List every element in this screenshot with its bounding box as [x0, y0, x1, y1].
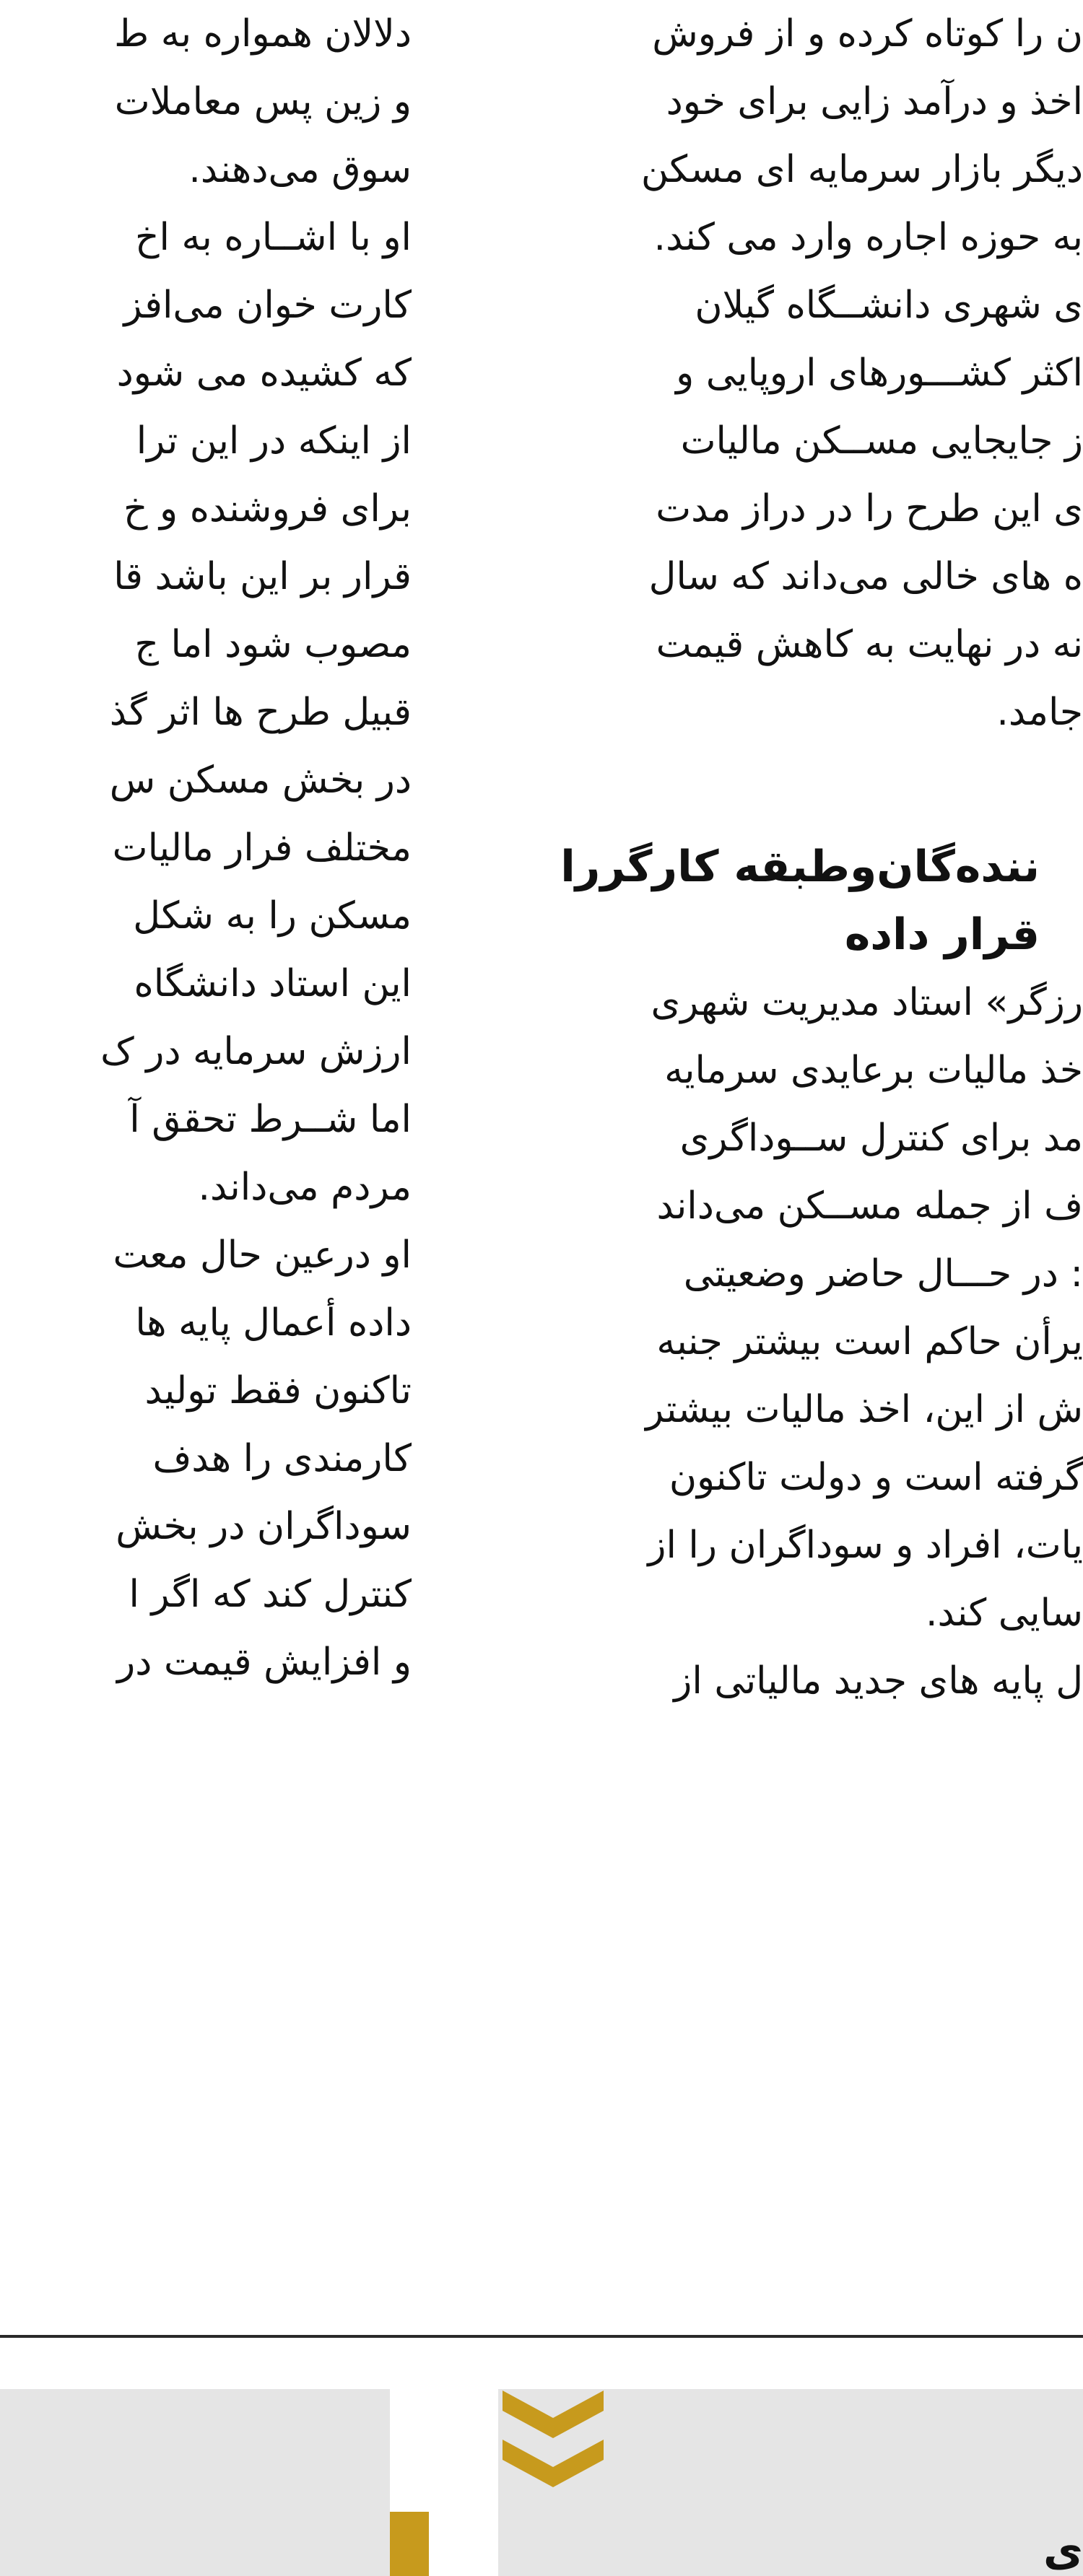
- paragraph-bottom: [494, 969, 1083, 1715]
- paragraph-top: [494, 0, 1083, 746]
- text-line: تاکنون فقط تولید: [144, 1369, 412, 1413]
- paragraph-left: [0, 0, 412, 1696]
- text-line: برای فروشنده و خ: [123, 487, 412, 531]
- heading-line: ننده‌گان‌وطبقه کارگررا: [560, 842, 1040, 892]
- text-line: قبیل طرح ها اثر گذ: [109, 691, 412, 734]
- text-line: ن را کوتاه کرده و از فروش: [652, 12, 1083, 56]
- text-line: یرأن حاکم است بیشتر جنبه: [656, 1320, 1083, 1363]
- text-line: مردم می‌داند.: [198, 1166, 412, 1209]
- section-heading: [494, 833, 1083, 969]
- text-line: خذ مالیات برعایدی سرمایه: [664, 1049, 1083, 1092]
- text-line: ز جایجایی مســکن مالیات: [680, 419, 1083, 463]
- text-line: او درعین حال معت: [113, 1234, 412, 1277]
- text-line: ف از جمله مســکن می‌داند: [656, 1184, 1083, 1228]
- text-line: رزگر» استاد مدیریت شهری: [651, 981, 1083, 1024]
- text-line: کنترل کند که اگر ا: [129, 1573, 412, 1616]
- text-line: در بخش مسکن س: [109, 759, 412, 802]
- article-column-right: [494, 0, 1083, 1715]
- text-line: کارت خوان می‌افز: [123, 284, 412, 327]
- text-line: اما شــرط تحقق آ: [129, 1098, 412, 1141]
- text-line: سوق می‌دهند.: [188, 148, 412, 191]
- text-line: مسکن را به شکل: [133, 894, 412, 938]
- text-line: گرفته است و دولت تاکنون: [669, 1456, 1083, 1499]
- text-line: جامد.: [996, 691, 1083, 734]
- heading-line: قرار داده: [844, 909, 1040, 960]
- text-line: و افزایش قیمت در: [117, 1641, 412, 1684]
- horizontal-rule: [0, 2335, 1083, 2338]
- text-line: ش از این، اخذ مالیات بیشتر: [645, 1388, 1083, 1431]
- text-line: ی شهری دانشــگاه گیلان: [695, 284, 1083, 327]
- double-chevron-down-icon: [503, 2391, 604, 2499]
- text-line: اکثر کشـــورهای اروپایی و: [676, 352, 1083, 395]
- text-line: کارمندی را هدف: [152, 1437, 412, 1480]
- text-line: او با اشــاره به اخ: [134, 216, 412, 259]
- text-line: ه های خالی می‌داند که سال: [648, 555, 1083, 598]
- text-line: قرار بر این باشد قا: [113, 555, 412, 598]
- text-line: سوداگران در بخش: [116, 1505, 412, 1548]
- text-line: ارزش سرمایه در ک: [100, 1030, 412, 1073]
- text-line: دلالان همواره به ط: [114, 12, 412, 56]
- text-line: این استاد دانشگاه: [134, 962, 412, 1005]
- text-line: سایی کند.: [925, 1592, 1083, 1635]
- text-line: از اینکه در این ترا: [136, 419, 412, 463]
- footer-box-left: [0, 2389, 390, 2576]
- text-line: داده أعمال پایه ها: [135, 1301, 412, 1345]
- text-line: مختلف فرار مالیات: [112, 826, 412, 870]
- article-column-left: [0, 0, 412, 1696]
- text-line: مد برای کنترل ســوداگری: [679, 1117, 1083, 1160]
- text-line: مصوب شود اما ج: [134, 623, 412, 666]
- text-line: یات، افراد و سوداگران را از: [648, 1524, 1083, 1567]
- text-line: ی این طرح را در دراز مدت: [656, 487, 1083, 531]
- text-line: نه در نهایت به کاهش قیمت: [656, 623, 1083, 666]
- text-line: که کشیده می شود: [116, 352, 412, 395]
- footer-box-glyph: ی: [1043, 2526, 1083, 2576]
- gold-accent-bar: [390, 2512, 429, 2576]
- text-line: ل پایه های جدید مالیاتی از: [674, 1659, 1083, 1703]
- text-line: : در حـــال حاضر وضعیتی: [683, 1252, 1083, 1296]
- text-line: اخذ و درآمد زایی برای خود: [666, 80, 1083, 123]
- text-line: به حوزه اجاره وارد می کند.: [653, 216, 1083, 259]
- section-gap: [494, 746, 1083, 833]
- text-line: دیگر بازار سرمایه ای مسکن: [640, 148, 1083, 191]
- text-line: و زین پس معاملات: [114, 80, 412, 123]
